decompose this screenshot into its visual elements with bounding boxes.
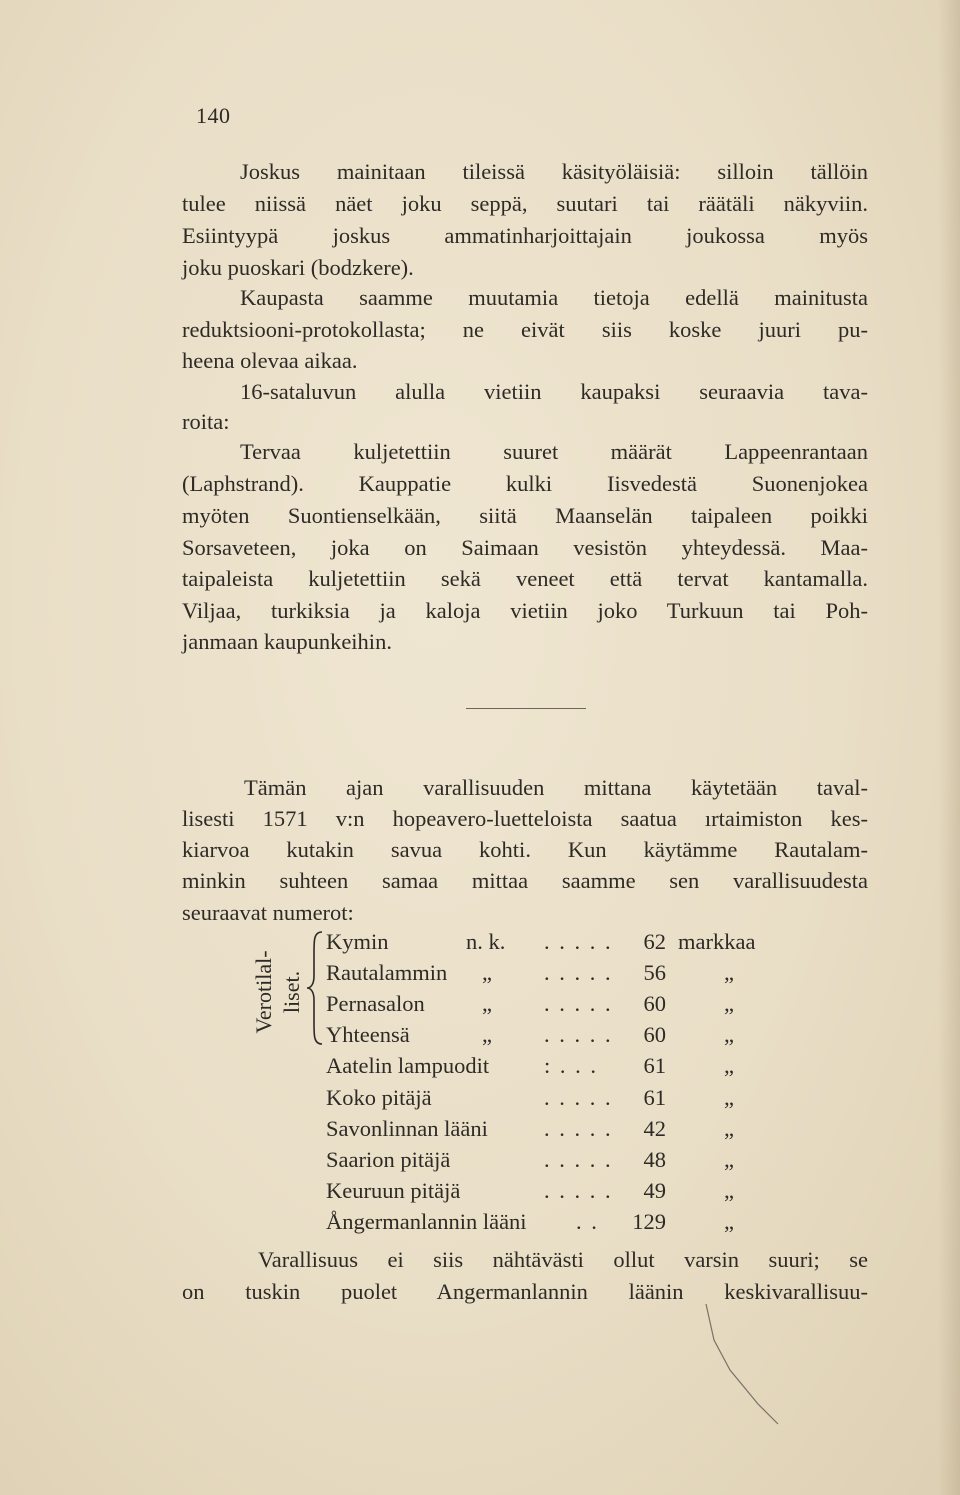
pencil-mark: [700, 1300, 790, 1430]
paragraph-4-line-7: janmaan kaupunkeihin.: [182, 629, 392, 654]
row-unit: markkaa: [678, 929, 756, 954]
table-row: [326, 1176, 786, 1206]
row-unit: „: [724, 1209, 734, 1234]
paragraph-6-line-2: on tuskin puolet Angermanlannin läänin keskivarallisuu-: [182, 1279, 868, 1304]
paragraph-4-line-5: taipaleista kuljetettiin sekä veneet että tervat kantamalla.: [182, 566, 868, 591]
paragraph-4-line-2: (Laphstrand). Kauppatie kulki Iisvedestä Suonenjokea: [182, 471, 868, 496]
row-unit: „: [724, 1085, 734, 1110]
table-row: [326, 1207, 786, 1237]
paragraph-3-line-2: roita:: [182, 409, 230, 434]
row-unit: „: [724, 1053, 734, 1078]
row-value: 62: [643, 929, 666, 954]
row-leader: . . . . .: [544, 1085, 613, 1110]
row-name: Saarion pitäjä: [326, 1147, 451, 1172]
row-value: 42: [643, 1116, 666, 1141]
table-row: [326, 958, 786, 988]
row-unit: „: [724, 1178, 734, 1203]
paragraph-5-line-4: minkin suhteen samaa mittaa saamme sen varallisuudesta: [182, 868, 868, 893]
row-leader: . . . . .: [544, 929, 613, 954]
table-row: [326, 1083, 786, 1113]
row-name: Rautalammin: [326, 960, 448, 985]
row-value: 129: [632, 1209, 666, 1234]
row-unit: „: [724, 1116, 734, 1141]
side-label-liset: liset.: [279, 970, 304, 1014]
row-name: Kymin: [326, 929, 389, 954]
table-row: [326, 1114, 786, 1144]
paragraph-1-line-4: joku puoskari (bodzkere).: [182, 255, 414, 280]
row-name: Pernasalon: [326, 991, 425, 1016]
table-row: [326, 1020, 786, 1050]
row-unit: „: [724, 1022, 734, 1047]
paragraph-2-line-3: heena olevaa aikaa.: [182, 348, 358, 373]
paragraph-1-line-2: tulee niissä näet joku seppä, suutari tai räätäli näkyviin.: [182, 191, 868, 216]
row-name: Keuruun pitäjä: [326, 1178, 461, 1203]
curly-brace: [306, 930, 324, 1046]
row-value: 61: [643, 1053, 666, 1078]
table-row: [326, 989, 786, 1019]
row-name: Koko pitäjä: [326, 1085, 432, 1110]
row-leader: . .: [576, 1209, 599, 1234]
row-value: 48: [643, 1147, 666, 1172]
paragraph-2-line-1: Kaupasta saamme muutamia tietoja edellä mainitusta: [240, 285, 868, 310]
table-row: [326, 1051, 786, 1081]
row-value: 49: [643, 1178, 666, 1203]
row-leader: . . . . .: [544, 1116, 613, 1141]
table-row: [326, 927, 786, 957]
row-leader: : . . .: [544, 1053, 599, 1078]
row-unit: „: [724, 1147, 734, 1172]
page-edge-shadow: [938, 0, 960, 1495]
row-abbr: „: [482, 960, 492, 985]
row-leader: . . . . .: [544, 1147, 613, 1172]
paragraph-2-line-2: reduktsiooni-protokollasta; ne eivät siis koske juuri pu-: [182, 317, 868, 342]
paragraph-5-line-5: seuraavat numerot:: [182, 900, 354, 925]
row-name: Savonlinnan lääni: [326, 1116, 488, 1141]
paragraph-3-line-1: 16-sataluvun alulla vietiin kaupaksi seuraavia tava-: [240, 379, 868, 404]
row-leader: . . . . .: [544, 991, 613, 1016]
row-value: 56: [643, 960, 666, 985]
row-leader: . . . . .: [544, 960, 613, 985]
paragraph-4-line-3: myöten Suontienselkään, siitä Maanselän taipaleen poikki: [182, 503, 868, 528]
row-name: Ångermanlannin lääni: [326, 1209, 527, 1234]
side-label-verotilal: Verotilal-: [251, 950, 276, 1034]
section-divider: [466, 708, 586, 709]
row-leader: . . . . .: [544, 1022, 613, 1047]
row-unit: „: [724, 991, 734, 1016]
row-value: 60: [643, 991, 666, 1016]
page-number: 140: [196, 103, 231, 128]
paragraph-6-line-1: Varallisuus ei siis nähtävästi ollut varsin suuri; se: [258, 1247, 868, 1272]
row-unit: „: [724, 960, 734, 985]
row-name: Aatelin lampuodit: [326, 1053, 490, 1078]
row-value: 60: [643, 1022, 666, 1047]
row-value: 61: [643, 1085, 666, 1110]
paragraph-4-line-4: Sorsaveteen, joka on Saimaan vesistön yhteydessä. Maa-: [182, 535, 868, 560]
paragraph-5-line-3: kiarvoa kutakin savua kohti. Kun käytämme Rautalam-: [182, 837, 868, 862]
paragraph-4-line-1: Tervaa kuljetettiin suuret määrät Lappeenrantaan: [240, 439, 868, 464]
row-abbr: „: [482, 991, 492, 1016]
paragraph-1-line-1: Joskus mainitaan tileissä käsityöläisiä: silloin tällöin: [240, 159, 868, 184]
row-abbr: „: [482, 1022, 492, 1047]
row-leader: . . . . .: [544, 1178, 613, 1203]
table-row: [326, 1145, 786, 1175]
paragraph-1-line-3: Esiintyypä joskus ammatinharjoittajain joukossa myös: [182, 223, 868, 248]
paragraph-4-line-6: Viljaa, turkiksia ja kaloja vietiin joko Turkuun tai Poh-: [182, 598, 868, 623]
row-name: Yhteensä: [326, 1022, 410, 1047]
row-abbr: n. k.: [466, 929, 506, 954]
paragraph-5-line-2: lisesti 1571 v:n hopeavero-luetteloista saatua ırtaimiston kes-: [182, 806, 868, 831]
paragraph-5-line-1: Tämän ajan varallisuuden mittana käytetään taval-: [244, 775, 868, 800]
